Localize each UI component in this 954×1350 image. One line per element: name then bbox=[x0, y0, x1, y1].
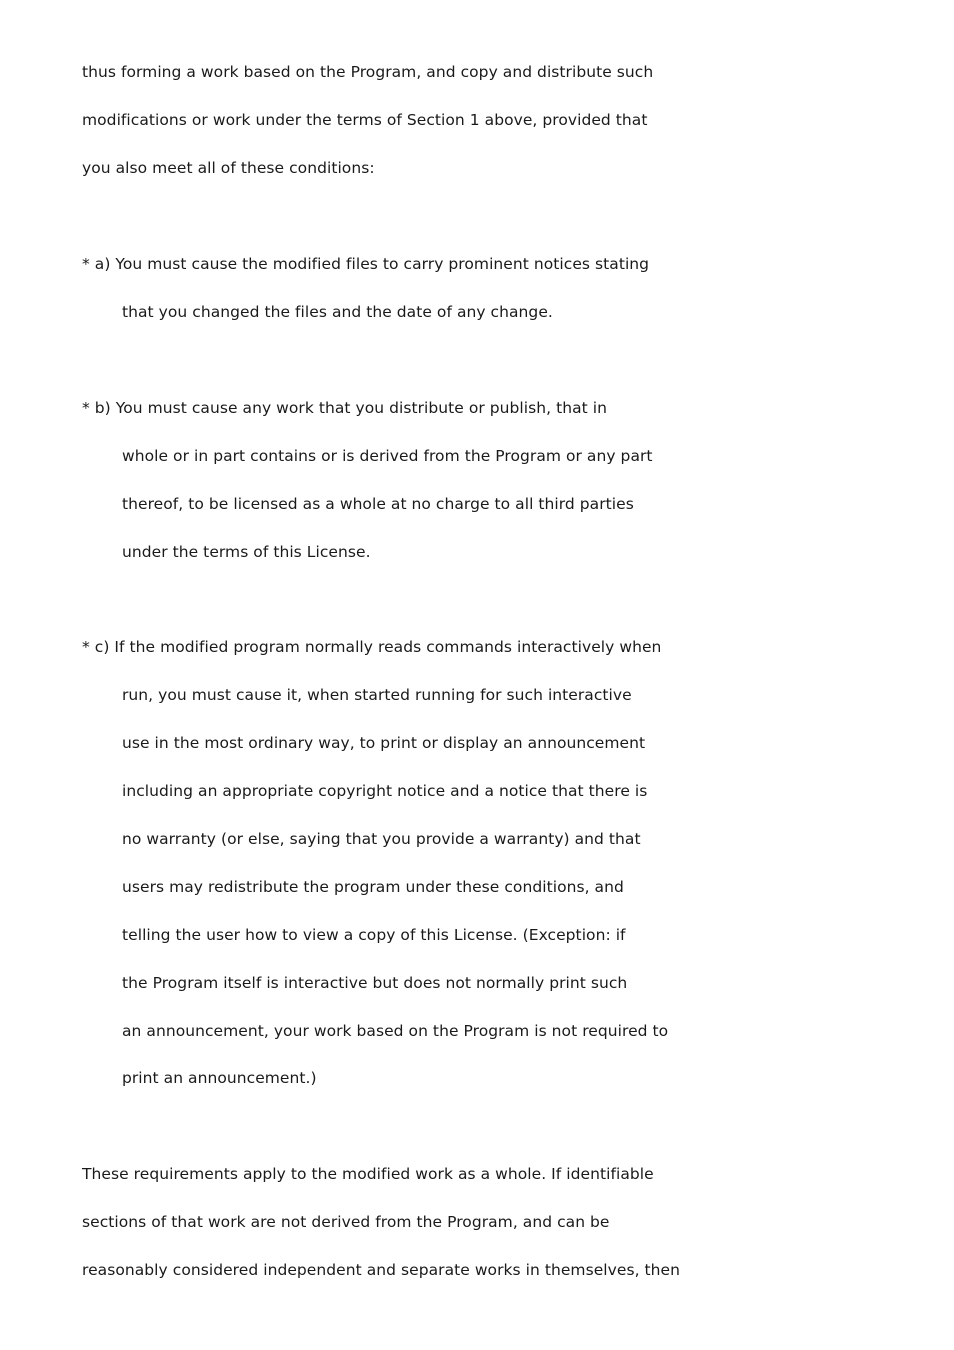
item-c-line-7: telling the user how to view a copy of this License. (Exception: if bbox=[122, 926, 626, 944]
item-c-line-9: an announcement, your work based on the Program is not required to bbox=[122, 1022, 669, 1040]
item-c-line-6: users may redistribute the program under these conditions, and bbox=[122, 878, 624, 896]
item-b-line-2: whole or in part contains or is derived from the Program or any part bbox=[122, 447, 653, 465]
item-c-line-4: including an appropriate copyright notice and a notice that there is bbox=[122, 782, 648, 800]
item-a-line-1: * a) You must cause the modified files to carry prominent notices stating bbox=[82, 255, 650, 273]
item-b-line-1: * b) You must cause any work that you distribute or publish, that in bbox=[82, 399, 607, 417]
item-c-line-8: the Program itself is interactive but does not normally print such bbox=[122, 974, 628, 992]
intro-line-2: modifications or work under the terms of Section 1 above, provided that bbox=[82, 111, 648, 129]
item-b-line-4: under the terms of this License. bbox=[122, 543, 371, 561]
closing-line-3: reasonably considered independent and separate works in themselves, then bbox=[82, 1261, 680, 1279]
item-a-line-2: that you changed the files and the date of any change. bbox=[122, 303, 553, 321]
item-c-line-3: use in the most ordinary way, to print or display an announcement bbox=[122, 734, 646, 752]
item-b-line-3: thereof, to be licensed as a whole at no charge to all third parties bbox=[122, 495, 634, 513]
closing-line-2: sections of that work are not derived from the Program, and can be bbox=[82, 1213, 610, 1231]
item-c-line-1: * c) If the modified program normally reads commands interactively when bbox=[82, 638, 662, 656]
intro-line-3: you also meet all of these conditions: bbox=[82, 159, 375, 177]
item-c-line-5: no warranty (or else, saying that you provide a warranty) and that bbox=[122, 830, 641, 848]
intro-line-1: thus forming a work based on the Program, and copy and distribute such bbox=[82, 63, 654, 81]
item-c-line-10: print an announcement.) bbox=[122, 1069, 317, 1087]
item-c-line-2: run, you must cause it, when started running for such interactive bbox=[122, 686, 632, 704]
closing-line-1: These requirements apply to the modified work as a whole. If identifiable bbox=[82, 1165, 654, 1183]
